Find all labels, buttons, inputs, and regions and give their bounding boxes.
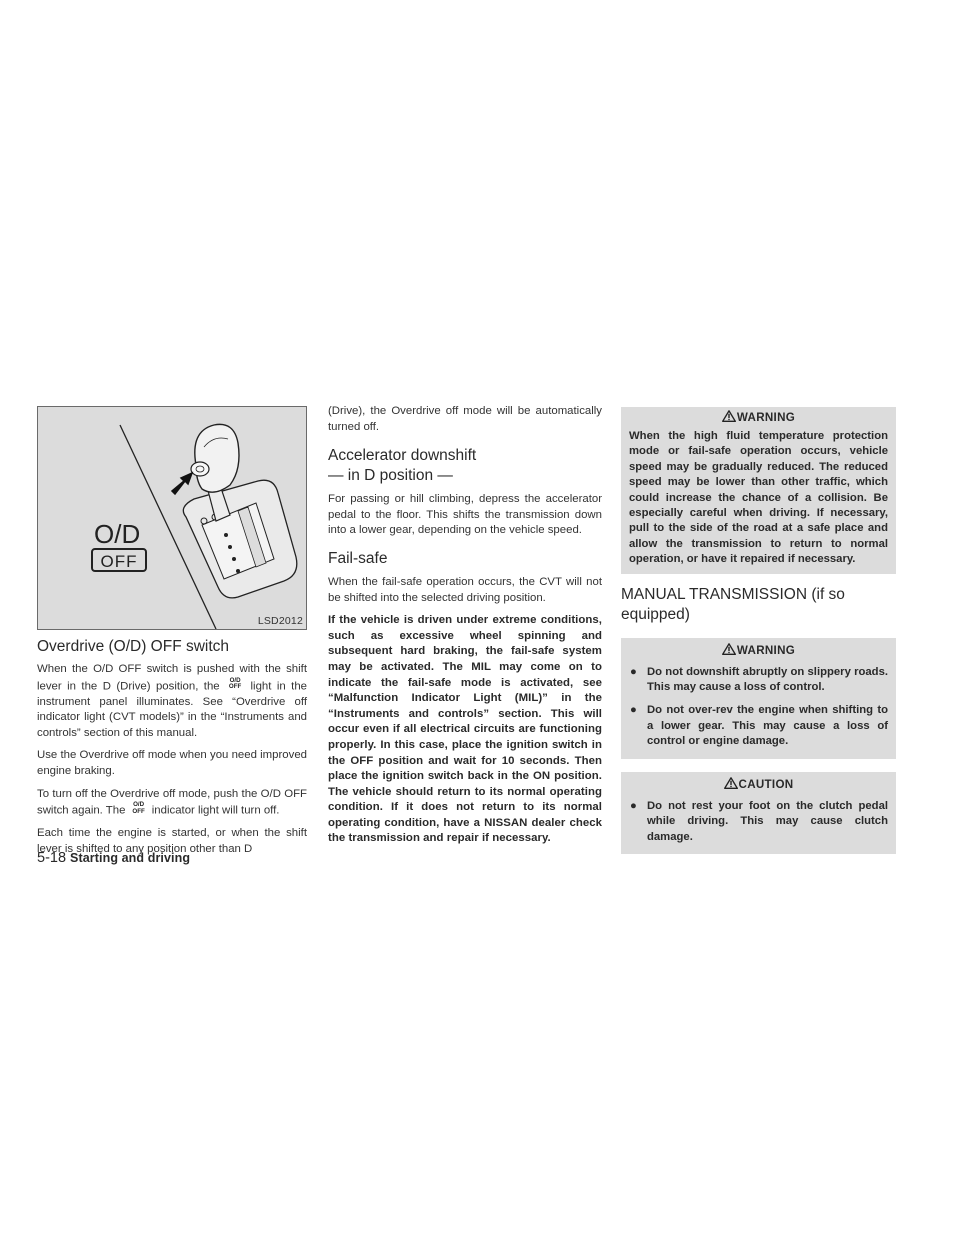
page-footer [37, 849, 190, 866]
figure-label-od: O/D [94, 519, 141, 549]
od-off-indicator-icon [225, 678, 245, 691]
warning-triangle-icon [722, 643, 736, 655]
warning-text-fluid-temperature: When the high fluid temperature protection mode or fail-safe operation occurs, vehicle speed may be gradually reduced. The reduced speed may be lower than other traffic, which could increase the chance of a collision. Be especially careful when driving. If necessary, pull to the side of the road at a safe place and allow the transmission to return to normal operation, or have it repaired if necessary. [629, 430, 888, 566]
shift-lever-drawing [38, 407, 306, 629]
indicator-top-text: O/D [133, 801, 145, 809]
warning-heading [629, 410, 888, 426]
heading-accelerator-downshift [328, 446, 602, 486]
warning-item-text: Do not downshift abruptly on slippery roads. This may cause a loss of control. [647, 665, 888, 694]
paragraph-od-switch-part2: light in the instrument panel illuminates. See “Overdrive off indicator light (CVT models)” in the “Instruments and controls” section of this manual. [37, 680, 307, 739]
bullet-icon: ● [630, 799, 637, 812]
indicator-bottom-text: OFF [132, 807, 145, 815]
warning-triangle-icon [722, 410, 736, 422]
paragraph-engine-braking: Use the Overdrive off mode when you need improved engine braking. [37, 749, 307, 777]
indicator-bottom-text: OFF [228, 683, 242, 690]
indicator-top-text: O/D [229, 676, 241, 684]
warning-item [629, 665, 888, 696]
paragraph-od-switch [37, 662, 307, 741]
warning-title: WARNING [736, 643, 796, 657]
paragraph-passing: For passing or hill climbing, depress the accelerator pedal to the floor. This shifts the transmission down into a lower gear, depending on the vehicle speed. [328, 493, 602, 537]
warning-triangle-icon [724, 777, 738, 789]
figure-code: LSD2012 [257, 615, 303, 627]
warning-box-fluid-temperature [621, 407, 896, 574]
caution-item [629, 799, 888, 845]
paragraph-turn-off-part1: To turn off the Overdrive off mode, push the O/D OFF switch again. The [37, 787, 307, 817]
heading-manual-line2: equipped) [621, 605, 690, 623]
heading-accelerator-line1: Accelerator downshift [328, 447, 477, 465]
shift-lever-illustration [37, 406, 307, 630]
heading-manual-transmission [621, 585, 896, 625]
heading-manual-line1: MANUAL TRANSMISSION (if so [621, 585, 845, 603]
paragraph-turn-off [37, 787, 307, 820]
caution-heading [629, 777, 888, 793]
heading-fail-safe: Fail-safe [328, 549, 388, 567]
page-number: 5-18 [37, 850, 67, 866]
paragraph-engine-start: Each time the engine is started, or when the shift lever is shifted to any position other than D [37, 827, 307, 855]
column-1 [37, 637, 307, 857]
caution-box-clutch [621, 772, 896, 854]
paragraph-fail-safe-detail: If the vehicle is driven under extreme conditions, such as excessive wheel spinning and subsequent hard braking, the fail-safe system may be activated. The MIL may come on to indicate the fail-safe mode is activated, see “Malfunction Indicator Light (MIL)” in the “Instruments and controls” section. This will occur even if all electrical circuits are functioning properly. In this case, place the ignition switch in the OFF position and wait for 10 seconds. Then place the ignition switch back in the ON position. The vehicle should return to its normal operating condition. If it does not return to its normal operating condition, have a NISSAN dealer check the transmission and repair if necessary. [328, 614, 602, 845]
paragraph-od-switch-part1: When the O/D OFF switch is pushed with the shift lever in the D (Drive) position, the [37, 663, 307, 692]
paragraph-fail-safe-intro: When the fail-safe operation occurs, the CVT will not be shifted into the selected driving position. [328, 575, 602, 604]
bullet-icon: ● [630, 665, 637, 678]
paragraph-turn-off-part2: indicator light will turn off. [151, 804, 280, 817]
bullet-icon: ● [630, 704, 637, 717]
figure-label-off: OFF [100, 552, 138, 571]
section-title: Starting and driving [70, 851, 191, 865]
heading-accelerator-line2: — in D position — [328, 467, 453, 485]
warning-heading [629, 643, 888, 659]
heading-od-off-switch: Overdrive (O/D) OFF switch [37, 638, 230, 655]
warning-item [629, 703, 888, 749]
column-2 [328, 404, 602, 847]
column-3 [621, 407, 896, 854]
od-off-indicator-icon [129, 802, 149, 815]
warning-item-text: Do not over-rev the engine when shifting to a lower gear. This may cause a loss of control or engine damage. [647, 704, 888, 748]
paragraph-continued: (Drive), the Overdrive off mode will be automatically turned off. [328, 405, 602, 433]
caution-title: CAUTION [738, 777, 794, 791]
warning-box-manual [621, 638, 896, 759]
caution-item-text: Do not rest your foot on the clutch pedal while driving. This may cause clutch damage. [647, 799, 888, 843]
warning-title: WARNING [736, 411, 796, 424]
